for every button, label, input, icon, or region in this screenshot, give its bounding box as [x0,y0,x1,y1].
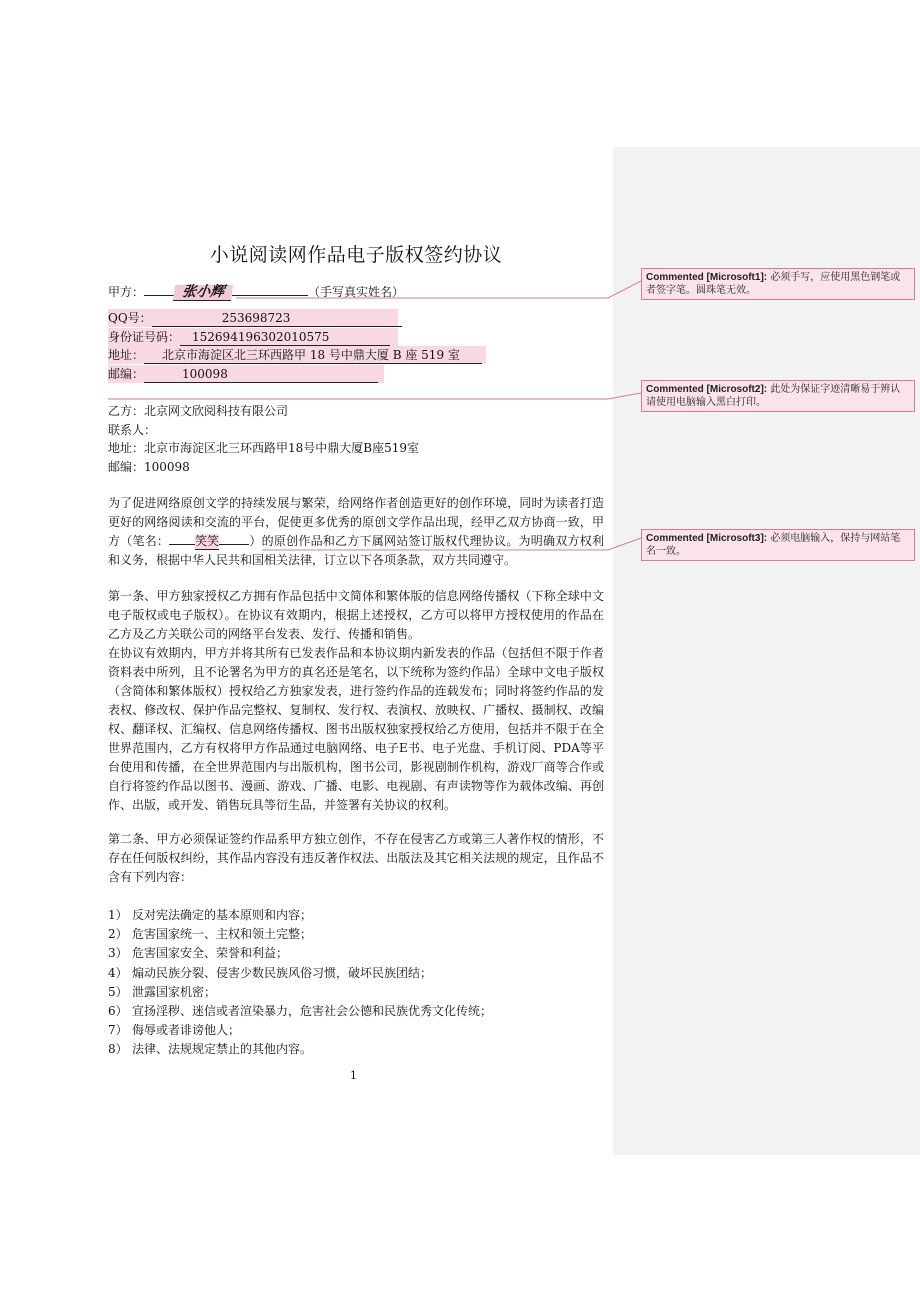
comment-3-author: Commented [Microsoft3]: [646,533,768,544]
address-label: 地址： [108,348,145,362]
id-value: 152694196302010575 [180,330,390,346]
qq-label: QQ号： [108,311,152,325]
party-b-name: 乙方：北京网文欣阅科技有限公司 [108,404,289,418]
list-item: 2） 危害国家统一、主权和领土完整； [108,927,313,942]
pen-name-label: 笔名： [132,534,170,548]
prohibited-content-list [108,906,604,1060]
document-title: 小说阅读网作品电子版权签约协议 [209,244,503,266]
list-item: 4） 煽动民族分裂、侵害少数民族风俗习惯，破坏民族团结； [108,965,433,980]
party-b-contact: 联系人： [108,423,157,437]
comment-3[interactable] [641,529,915,561]
article-1-para-2: 在协议有效期内，甲方并将其所有已发表作品和本协议期内新发表的作品（包括但不限于作者资料表中所列，且不论署名为甲方的真名还是笔名，以下统称为签约作品）全球中文电子版权（含简体和繁体版权）授权给乙方独家发表，进行签约作品的连载发布；同时将签约作品的发表权、修改权、保护作品完整权、复制权、发行权、表演权、放映权、广播权、摄制权、改编权、翻译权、汇编权、信息网络传播权、图书出版权独家授权给乙方使用，包括并不限于在全世界范围内，乙方有权将甲方作品通过电脑网络、电子E书、电子光盘、手机订阅、PDA等平台使用和传播，在全世界范围内与出版机构，图书公司，影视剧制作机构，游戏厂商等合作或自行将签约作品以图书、漫画、游戏、广播、电影、电视剧、有声读物等作为载体改编、再创作、出版，或开发、销售玩具等衍生品，并签署有关协议的权利。 [108,646,604,812]
id-label: 身份证号码： [108,330,181,344]
list-item: 3） 危害国家安全、荣誉和利益； [108,946,289,961]
article-2: 第二条、甲方必须保证签约作品系甲方独立创作，不存在侵害乙方或第三人著作权的情形，不存在任何版权纠纷，其作品内容没有违反著作权法、出版法及其它相关法规的规定，且作品不含有下列内容： [108,832,604,884]
party-b-address: 地址：北京市海淀区北三环西路甲18号中鼎大厦B座519室 [108,441,419,455]
list-item: 5） 泄露国家机密； [108,984,217,999]
handwritten-signature: 张小辉 [173,285,233,301]
intro-paragraph [108,494,604,570]
id-line [108,328,398,346]
comment-2-author: Commented [Microsoft2]: [646,384,768,395]
address-value: 北京市海淀区北三环西路甲 18 号中鼎大厦 B 座 519 室 [144,348,482,364]
article-1-para-1: 第一条、甲方独家授权乙方拥有作品包括中文简体和繁体版的信息网络传播权（下称全球中文电子版权或电子版权）。在协议有效期内，根据上述授权，乙方可以将甲方授权使用的作品在乙方及乙方关联公司的网络平台发表、发行、传播和销售。 [108,589,604,641]
party-a-label: 甲方： [108,285,145,299]
article-1 [108,587,604,815]
qq-line [108,309,398,327]
list-item: 7） 侮辱或者诽谤他人； [108,1023,241,1038]
list-item: 8） 法律、法规规定禁止的其他内容。 [108,1042,313,1057]
list-item: 6） 宣扬淫秽、迷信或者渲染暴力，危害社会公德和民族优秀文化传统； [108,1004,493,1019]
comment-1-text: 必须手写，应使用黑色钢笔或者签字笔。圆珠笔无效。 [646,272,901,296]
intro-text-2: ）的原创作品和乙方下属网站签订版权代理协议。为明确双方权利和义务，根据中华人民共和国相关法律，订立以下各项条款，双方共同遵守。 [108,534,604,567]
qq-value: 253698723 [152,311,402,327]
zip-label: 邮编： [108,367,145,381]
comment-2-text: 此处为保证字迹清晰易于辨认请使用电脑输入黑白打印。 [646,384,901,408]
comment-1[interactable] [641,268,915,300]
address-line [108,346,486,364]
zip-value: 100098 [144,367,378,383]
party-b-zip: 邮编：100098 [108,460,190,474]
comment-3-text: 必须电脑输入，保持与网站笔名一致。 [646,533,901,557]
zip-line [108,365,384,383]
pen-name-value: 笑笑 [195,534,220,548]
party-a-note: （手写真实姓名） [308,285,405,299]
comment-1-author: Commented [Microsoft1]: [646,272,768,283]
comment-2[interactable] [641,380,915,412]
list-item: 1） 反对宪法确定的基本原则和内容； [108,908,313,922]
page-number: 1 [350,1069,357,1082]
intro-text-1: 为了促进网络原创文学的持续发展与繁荣，给网络作者创造更好的创作环境，同时为读者打造更好的网络阅读和交流的平台，促使更多优秀的原创文学作品出现，经甲乙双方协商一致，甲方（ [108,496,604,548]
party-a-line [108,283,404,301]
